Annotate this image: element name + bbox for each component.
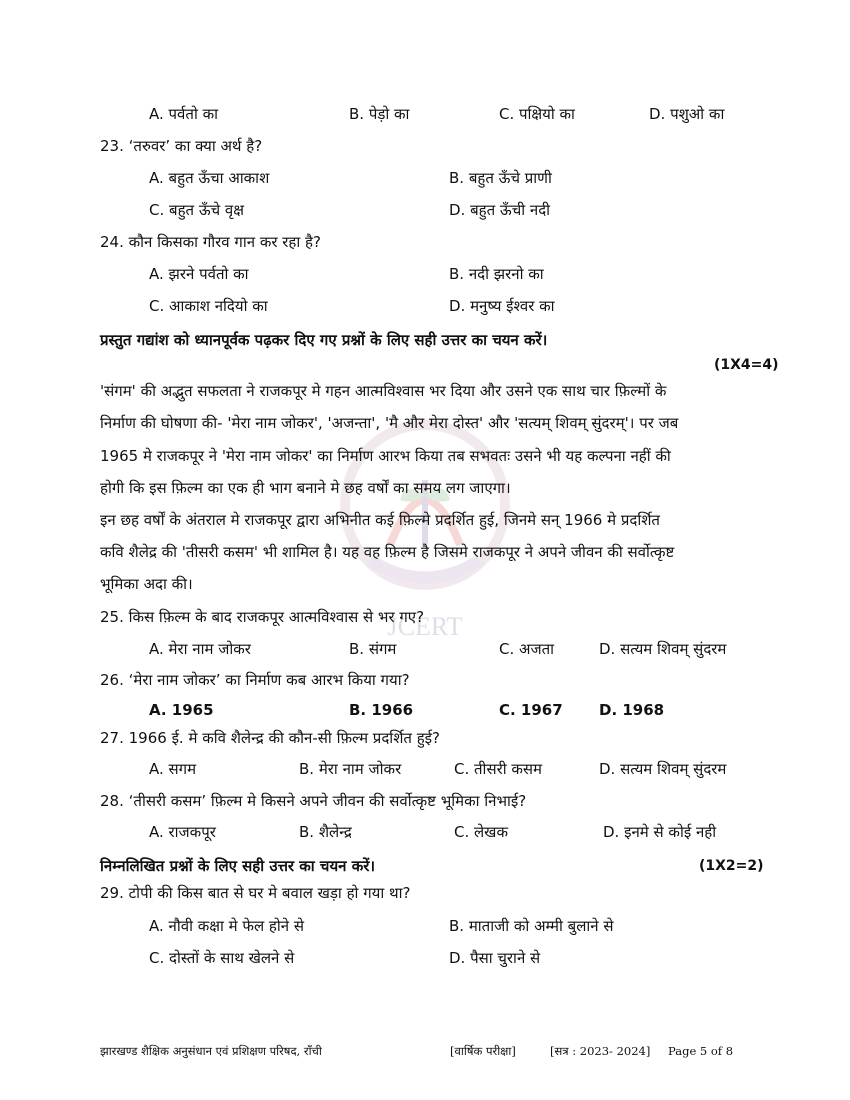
q24-question: 24. कौन किसका गौरव गान कर रहा है? (100, 233, 321, 251)
q28-option-d: D. इनमे से कोई नही (603, 823, 717, 841)
q24-options-row1 (0, 261, 850, 287)
q23-options-row2 (0, 197, 850, 223)
q24-option-d: D. मनुष्य ईश्वर का (449, 297, 555, 315)
q27-option-c: C. तीसरी कसम (454, 760, 543, 778)
q27 (0, 725, 850, 751)
q29-option-c: C. दोस्तों के साथ खेलने से (149, 949, 295, 967)
q26-options (0, 697, 850, 723)
q29 (0, 880, 850, 906)
q23-option-b: B. बहुत ऊँचे प्राणी (449, 169, 552, 187)
q24-option-b: B. नदी झरनो का (449, 265, 544, 283)
q29-options-row2 (0, 945, 850, 971)
q22-options (0, 101, 850, 127)
q23-question: 23. ‘तरुवर’ का क्या अर्थ है? (100, 137, 263, 155)
q25-option-b: B. संगम (349, 640, 397, 658)
q22-option-b: B. पेड़ो का (349, 105, 410, 123)
q25 (0, 604, 850, 630)
q29-options-row1 (0, 913, 850, 939)
q24 (0, 229, 850, 255)
passage-line-3: 1965 मे राजकपूर ने 'मेरा नाम जोकर' का निर्माण आरभ किया तब सभवतः उसने भी यह कल्पना नहीं की (100, 447, 671, 465)
q26-option-a: A. 1965 (149, 701, 214, 719)
q25-option-a: A. मेरा नाम जोकर (149, 640, 251, 658)
q22-option-a: A. पर्वतो का (149, 105, 219, 123)
passage-line-6: कवि शैलेद्र की 'तीसरी कसम' भी शामिल है। यह वह फ़िल्म है जिसमे राजकपूर ने अपने जीवन की सर्वोत्कृष्ट (100, 543, 675, 561)
q27-option-a: A. सगम (149, 760, 197, 778)
section1-heading: प्रस्तुत गद्यांश को ध्यानपूर्वक पढ़कर दिए गए प्रश्नों के लिए सही उत्तर का चयन करें। (100, 331, 548, 349)
q25-options (0, 636, 850, 662)
page-footer (0, 1044, 850, 1062)
q23-option-a: A. बहुत ऊँचा आकाश (149, 169, 270, 187)
q23-options-row1 (0, 165, 850, 191)
passage-line-7: भूमिका अदा की। (100, 575, 193, 593)
q24-option-a: A. झरने पर्वतो का (149, 265, 249, 283)
q27-option-d: D. सत्यम शिवम् सुंदरम (599, 760, 727, 778)
q27-options (0, 756, 850, 782)
q25-question: 25. किस फ़िल्म के बाद राजकपूर आत्मविश्वास से भर गए? (100, 608, 425, 626)
q29-option-d: D. पैसा चुराने से (449, 949, 541, 967)
passage-line-1: 'संगम' की अद्भुत सफलता ने राजकपूर मे गहन आत्मविश्वास भर दिया और उसने एक साथ चार फ़िल्मों के (100, 382, 667, 400)
section1-heading-row (0, 327, 850, 353)
q24-options-row2 (0, 293, 850, 319)
q28-option-c: C. लेखक (454, 823, 508, 841)
q22-option-c: C. पक्षियो का (499, 105, 575, 123)
passage-line-5: इन छह वर्षों के अंतराल मे राजकपूर द्वारा अभिनीत कई फ़िल्मे प्रदर्शित हुई, जिनमे सन् 1966 मे प्रदर्शित (100, 511, 660, 529)
q26-option-d: D. 1968 (599, 701, 665, 719)
q23-option-d: D. बहुत ऊँची नदी (449, 201, 551, 219)
footer-exam: [वार्षिक परीक्षा] (450, 1044, 516, 1058)
section2-marks: (1X2=2) (699, 858, 764, 874)
q25-option-c: C. अजता (499, 640, 555, 658)
q27-question: 27. 1966 ई. मे कवि शैलेन्द्र की कौन-सी फ़िल्म प्रदर्शित हुई? (100, 729, 440, 747)
q26-question: 26. ‘मेरा नाम जोकर’ का निर्माण कब आरभ किया गया? (100, 671, 410, 689)
footer-org: झारखण्ड शैक्षिक अनुसंधान एवं प्रशिक्षण परिषद, राँची (100, 1044, 322, 1058)
q25-option-d: D. सत्यम शिवम् सुंदरम (599, 640, 727, 658)
q28-options (0, 819, 850, 845)
q22-option-d: D. पशुओ का (649, 105, 725, 123)
section1-marks: (1X4=4) (714, 357, 779, 373)
section2-heading-row (0, 853, 850, 879)
q26 (0, 667, 850, 693)
passage-line-2: निर्माण की घोषणा की- 'मेरा नाम जोकर', 'अजन्ता', 'मै और मेरा दोस्त' और 'सत्यम् शिवम् सुंदरम्'। पर जब (100, 414, 679, 432)
q28 (0, 788, 850, 814)
q23-option-c: C. बहुत ऊँचे वृक्ष (149, 201, 245, 219)
q23 (0, 133, 850, 159)
footer-session: [सत्र : 2023- 2024] (550, 1044, 651, 1058)
q29-option-a: A. नौवी कक्षा मे फेल होने से (149, 917, 304, 935)
q27-option-b: B. मेरा नाम जोकर (299, 760, 402, 778)
q26-option-c: C. 1967 (499, 701, 563, 719)
q26-option-b: B. 1966 (349, 701, 414, 719)
watermark-text: JCERT (387, 612, 463, 641)
q24-option-c: C. आकाश नदियो का (149, 297, 268, 315)
q28-option-b: B. शैलेन्द्र (299, 823, 352, 841)
passage-line-4: होगी कि इस फ़िल्म का एक ही भाग बनाने मे छह वर्षों का समय लग जाएगा। (100, 479, 511, 497)
q28-question: 28. ‘तीसरी कसम’ फ़िल्म मे किसने अपने जीवन की सर्वोत्कृष्ट भूमिका निभाई? (100, 792, 527, 810)
footer-page-number: Page 5 of 8 (668, 1044, 734, 1058)
section2-heading: निम्नलिखित प्रश्नों के लिए सही उत्तर का चयन करें। (100, 857, 376, 875)
q29-option-b: B. माताजी को अम्मी बुलाने से (449, 917, 614, 935)
q29-question: 29. टोपी की किस बात से घर मे बवाल खड़ा हो गया था? (100, 884, 411, 902)
q28-option-a: A. राजकपूर (149, 823, 216, 841)
